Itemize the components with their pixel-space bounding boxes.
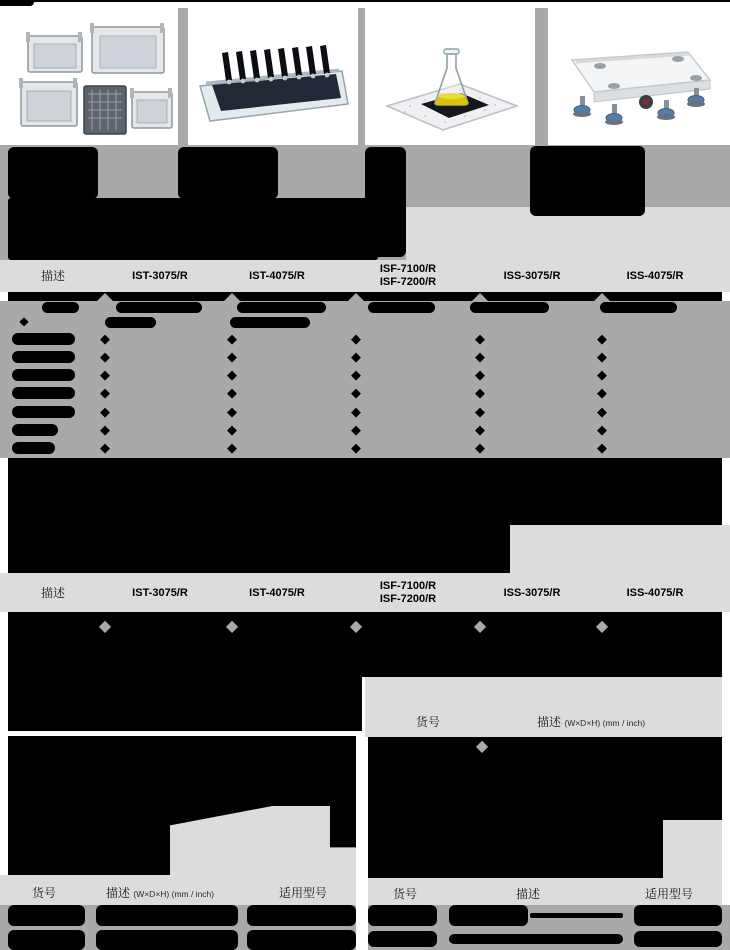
col-model-label: ISS-4075/R [626, 587, 684, 599]
compat-marker: ◆ [227, 404, 237, 419]
redacted-caption [530, 146, 645, 216]
photo-card [365, 8, 535, 145]
marker-notch [348, 293, 364, 301]
order-table-left-header [0, 875, 356, 905]
item-no-label: 货号 [415, 715, 440, 729]
marker-notch [97, 293, 113, 301]
desc-note: (W×D×H) (mm / inch) [133, 889, 215, 899]
order-right-rows-bg [368, 905, 730, 950]
photo-card [188, 8, 358, 145]
compat-marker: ◆ [227, 349, 237, 364]
compat-marker: ◆ [351, 331, 361, 346]
col-model-label: IST-3075/R [132, 270, 188, 282]
marker-notch [472, 293, 488, 301]
redacted-block [8, 677, 362, 731]
redacted-block [8, 472, 510, 573]
compat-marker: ◆ [597, 422, 607, 437]
compat-marker: ◆ [475, 349, 485, 364]
order-left-rows-bg [0, 905, 356, 950]
redacted-cell [247, 930, 356, 950]
desc-label: 描述 (W×D×H) (mm / inch) [537, 715, 646, 729]
redacted-cell [237, 302, 326, 313]
marker-notch [594, 293, 610, 301]
redacted-caption [8, 147, 98, 199]
col-model-label: IST-4075/R [249, 270, 305, 282]
compat-marker: ◆ [225, 618, 239, 635]
compat-marker: ◆ [351, 440, 361, 455]
compat-marker: ◆ [100, 367, 110, 382]
col-model-label: ISS-4075/R [626, 270, 684, 282]
mid-light-zone [510, 525, 730, 573]
compat-table-1-header [0, 260, 730, 292]
compat-marker: ◆ [475, 422, 485, 437]
redacted-cell [8, 930, 85, 950]
stainless-steel-tray-set-photo [8, 8, 178, 145]
applicable-models-label: 适用型号 [644, 887, 693, 901]
compat-marker: ◆ [597, 440, 607, 455]
compat-body-2 [8, 612, 722, 677]
page-corner-mark [0, 0, 34, 6]
redaction-bar [8, 292, 722, 301]
compat-marker: ◆ [98, 618, 112, 635]
redaction-bar [8, 458, 722, 472]
mid-right-light-box [663, 820, 722, 878]
compat-marker: ◆ [100, 349, 110, 364]
compat-marker: ◆ [351, 349, 361, 364]
redacted-cell [530, 913, 623, 918]
col-model-label: ISS-3075/R [503, 587, 561, 599]
compat-marker: ◆ [100, 440, 110, 455]
redacted-cell [116, 302, 202, 313]
redacted-cell [42, 302, 79, 313]
col-model-label: ISS-3075/R [503, 270, 561, 282]
desc-label: 描述 (W×D×H) (mm / inch) [106, 886, 215, 900]
redacted-cell [247, 905, 356, 926]
page-top-line [0, 0, 730, 2]
redacted-block [510, 472, 722, 525]
compat-marker: ◆ [595, 618, 609, 635]
redacted-cell [8, 905, 85, 926]
compat-marker: ◆ [351, 385, 361, 400]
compat-marker: ◆ [19, 314, 29, 328]
compat-marker: ◆ [227, 440, 237, 455]
col-model-label: ISF-7100/R ISF-7200/R [379, 580, 437, 605]
col-model-label: IST-4075/R [249, 587, 305, 599]
compat-marker: ◆ [597, 385, 607, 400]
redacted-cell [368, 905, 437, 926]
flask-on-sticky-mat-photo [365, 8, 535, 145]
item-no-label: 货号 [392, 887, 417, 901]
compat-marker: ◆ [475, 367, 485, 382]
redacted-paragraph [8, 198, 378, 260]
redacted-cell [105, 317, 156, 328]
compat-table-2-header [0, 573, 730, 612]
order-table-right-header [368, 878, 722, 905]
order-marker: ◆ [475, 738, 489, 755]
compat-marker: ◆ [349, 618, 363, 635]
compat-marker: ◆ [475, 404, 485, 419]
redacted-cell [600, 302, 677, 313]
desc-note: (W×D×H) (mm / inch) [564, 718, 646, 728]
redacted-cell [470, 302, 549, 313]
photo-card [548, 8, 722, 145]
compat-marker: ◆ [100, 422, 110, 437]
compat-marker: ◆ [227, 367, 237, 382]
applicable-models-label: 适用型号 [278, 886, 327, 900]
compat-marker: ◆ [473, 618, 487, 635]
col-desc-label: 描述 [40, 586, 65, 600]
col-model-label: IST-3075/R [132, 587, 188, 599]
compat-marker: ◆ [597, 349, 607, 364]
compat-marker: ◆ [597, 331, 607, 346]
compat-marker: ◆ [351, 422, 361, 437]
platform-base-photo [548, 8, 722, 145]
redacted-cell [230, 317, 310, 328]
redacted-cell [634, 905, 722, 926]
redacted-cell [96, 905, 238, 926]
compat-marker: ◆ [475, 385, 485, 400]
item-no-label: 货号 [31, 886, 56, 900]
compat-marker: ◆ [100, 331, 110, 346]
redacted-cell [449, 905, 528, 926]
col-desc-label: 描述 [40, 269, 65, 283]
compat-marker: ◆ [597, 367, 607, 382]
redacted-cell [368, 931, 437, 947]
col-model-label: ISF-7100/R ISF-7200/R [379, 263, 437, 288]
clamp-tray-photo [188, 8, 358, 145]
compat-marker: ◆ [475, 440, 485, 455]
marker-notch [224, 293, 240, 301]
compat-marker: ◆ [227, 331, 237, 346]
compat-marker: ◆ [227, 385, 237, 400]
redacted-cell [368, 302, 435, 313]
order-table-mid-header [365, 677, 722, 737]
redacted-caption [178, 147, 278, 199]
compat-marker: ◆ [100, 404, 110, 419]
redacted-cell [96, 930, 238, 950]
compat-marker: ◆ [351, 367, 361, 382]
compat-marker: ◆ [227, 422, 237, 437]
photo-card [8, 8, 178, 145]
desc-label: 描述 [515, 887, 540, 901]
redacted-cell [634, 931, 722, 947]
compat-marker: ◆ [475, 331, 485, 346]
compat-marker: ◆ [100, 385, 110, 400]
compat-marker: ◆ [597, 404, 607, 419]
redacted-cell [449, 934, 623, 944]
compat-marker: ◆ [351, 404, 361, 419]
